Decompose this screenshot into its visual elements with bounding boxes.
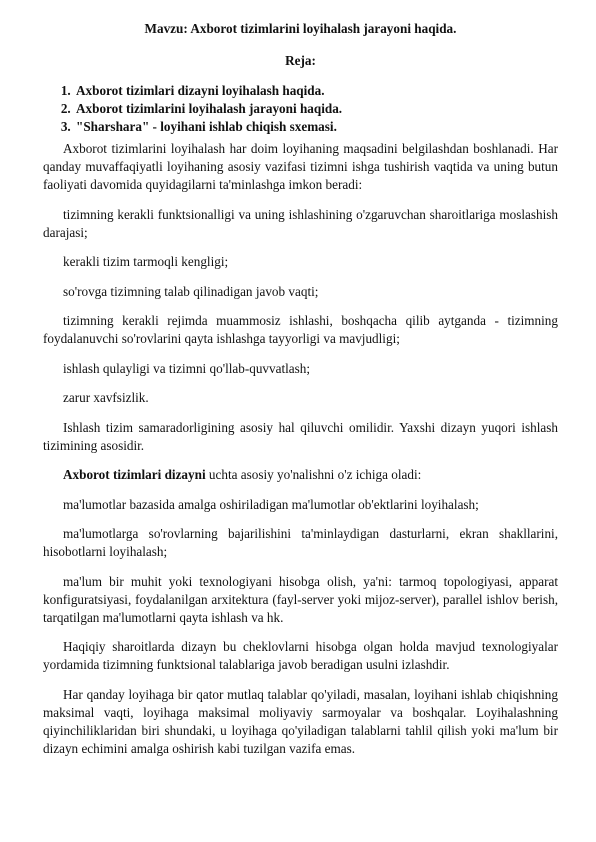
paragraph-text: uchta asosiy yo'nalishni o'z ichiga oladi: [205, 467, 422, 482]
bold-term: Axborot tizimlari dizayni [63, 467, 206, 482]
paragraph: ishlash qulayligi va tizimni qo'llab-quvvatlash; [63, 360, 311, 376]
paragraph: ma'lumotlarga so'rovlarning bajarilishini ta'minlaydigan dasturlarni, ekran shakllarini, hisobotlarni loyihalash; [43, 526, 558, 559]
paragraph: tizimning kerakli funktsionalligi va uning ishlashining o'zgaruvchan sharoitlariga moslashish darajasi; [43, 206, 558, 240]
paragraph: so'rovga tizimning talab qilinadigan javob vaqti; [63, 283, 319, 299]
paragraph: ma'lum bir muhit yoki texnologiyani hisobga olish, ya'ni: tarmoq topologiyasi, apparat konfiguratsiyasi, foydalanilgan arxitektura (fayl-server yoki mijoz-server), parallel ishlov berish, tarqatilgan ma'lumotlarni qayta ishlash va hk. [43, 573, 558, 625]
plan-item: 3. "Sharshara" - loyihani ishlab chiqish sxemasi. [74, 118, 558, 136]
plan-item: 1. Axborot tizimlari dizayni loyihalash haqida. [74, 82, 558, 100]
paragraph [43, 466, 558, 484]
plan-list [43, 82, 558, 136]
document-page [43, 20, 558, 769]
plan-item: 2. Axborot tizimlarini loyihalash jarayoni haqida. [74, 100, 558, 118]
paragraph: tizimning kerakli rejimda muammosiz ishlashi, boshqacha qilib aytganda - tizimning foydalanuvchi so'rovlarini qayta ishlashga tayyorligi va mavjudligi; [43, 313, 558, 346]
paragraph: Ishlash tizim samaradorligining asosiy hal qiluvchi omilidir. Yaxshi dizayn yuqori ishlash tizimining asosidir. [43, 419, 558, 453]
document-title: Mavzu: Axborot tizimlarini loyihalash jarayoni haqida. [144, 21, 457, 36]
plan-heading: Reja: [285, 53, 316, 68]
paragraph: zarur xavfsizlik. [63, 390, 149, 405]
paragraph: ma'lumotlar bazasida amalga oshiriladigan ma'lumotlar ob'ektlarini loyihalash; [63, 496, 479, 512]
paragraph: Haqiqiy sharoitlarda dizayn bu cheklovlarni hisobga olgan holda mavjud texnologiyalar yordamida tizimning funktsional talablariga javob beradigan usulni izlashdir. [43, 639, 558, 672]
paragraph: kerakli tizim tarmoqli kengligi; [63, 254, 229, 269]
paragraph: Axborot tizimlarini loyihalash har doim loyihaning maqsadini belgilashdan boshlanadi. Har qanday muvaffaqiyatli loyihaning asosiy vazifasi tizimni ishga tushirish vaqtida va uning butun faoliyati davomida quyidagilarni ta'minlashga imkon beradi: [43, 141, 558, 192]
paragraph: Har qanday loyihaga bir qator mutlaq talablar qo'yiladi, masalan, loyihani ishlab chiqishning maksimal vaqti, loyihaga maksimal moliyaviy sarmoyalar va boshqalar. Loyihalashning qiyinchiliklaridan biri shundaki, u loyihaga qo'yiladigan talablarni tahlil qilish yoki ma'lum bir dizayn echimini amalga oshirish kabi tuzilgan vazifa emas. [43, 686, 558, 756]
